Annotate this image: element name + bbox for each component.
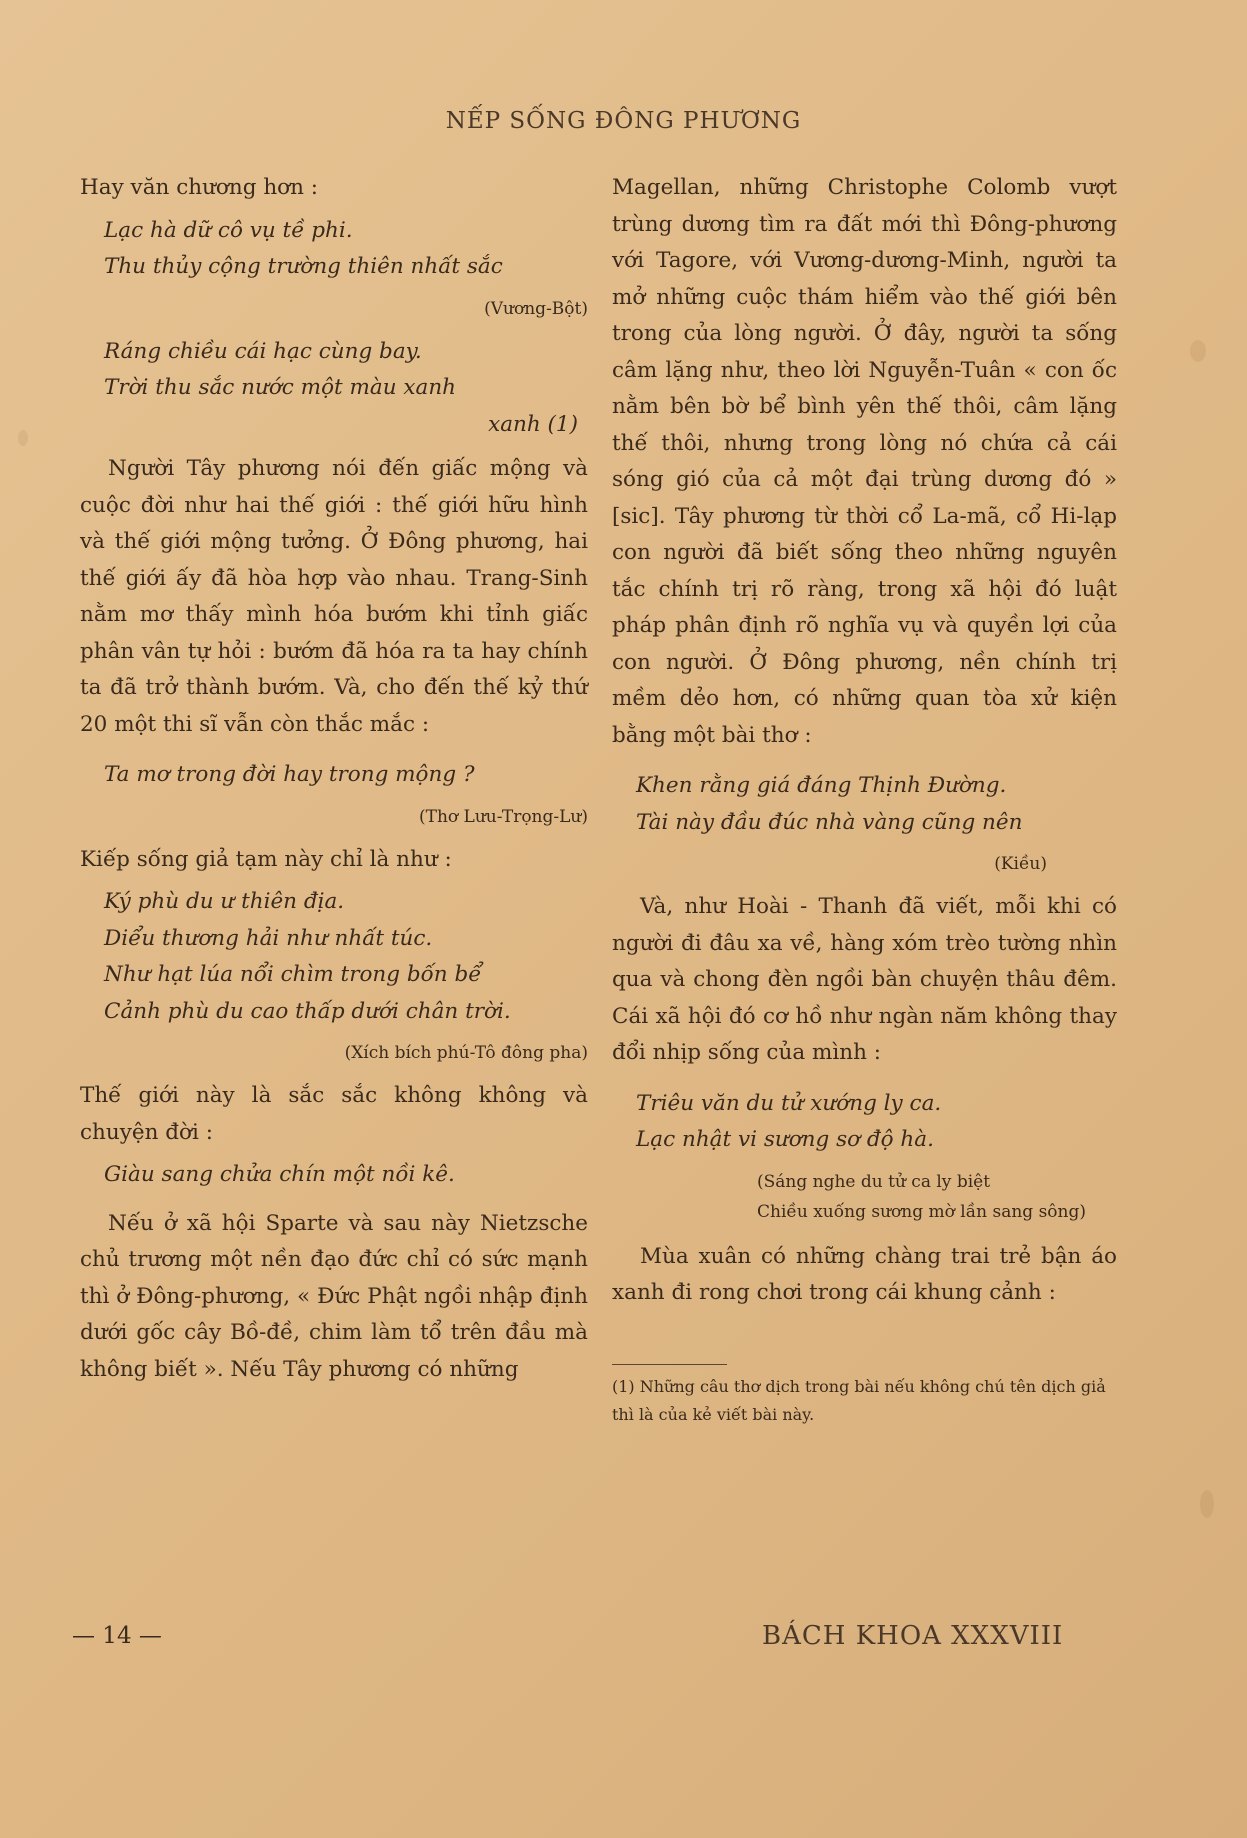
verse-line: Triêu văn du tử xướng ly ca. bbox=[636, 1090, 942, 1116]
paragraph: Người Tây phương nói đến giấc mộng và cuộc đời như hai thế giới : thế giới hữu hình và thế giới mộng tưởng. Ở Đông phương, hai thế giới ấy đã hòa hợp vào nhau. Trang-Sinh nằm mơ thấy mình hóa bướm khi tỉnh giấc phân vân tự hỏi : bướm đã hóa ra ta hay chính ta đã trở thành bướm. Và, cho đến thế kỷ thứ 20 một thi sĩ vẫn còn thắc mắc : bbox=[80, 456, 588, 737]
verse-line: Lạc nhật vi sương sơ độ hà. bbox=[636, 1127, 934, 1152]
left-column bbox=[80, 170, 588, 1402]
right-column bbox=[612, 170, 1117, 1429]
verse-line: Như hạt lúa nổi chìm trong bốn bể bbox=[104, 962, 482, 987]
page-number: — 14 — bbox=[72, 1623, 162, 1649]
paper-stain bbox=[18, 430, 28, 446]
verse-line: Ráng chiều cái hạc cùng bay. bbox=[104, 338, 422, 364]
paragraph: Và, như Hoài - Thanh đã viết, mỗi khi có người đi đâu xa về, hàng xóm trèo tường nhìn qua và chong đèn ngồi bàn chuyện thâu đêm. Cái xã hội đó cơ hồ như ngàn năm không thay đổi nhịp sống của mình : bbox=[612, 894, 1117, 1065]
verse-line: Thu thủy cộng trường thiên nhất sắc bbox=[104, 254, 503, 279]
verse-source bbox=[757, 1167, 1117, 1227]
verse-block bbox=[80, 334, 588, 444]
verse-block bbox=[80, 757, 588, 794]
paragraph: Hay văn chương hơn : bbox=[80, 175, 319, 200]
paragraph: Kiếp sống giả tạm này chỉ là như : bbox=[80, 846, 452, 872]
verse-line: Ta mơ trong đời hay trong mộng ? bbox=[104, 762, 475, 787]
source-line: (Sáng nghe du tử ca ly biệt bbox=[757, 1171, 991, 1192]
paper-stain bbox=[1190, 340, 1206, 362]
verse-line: Lạc hà dữ cô vụ tề phi. bbox=[104, 217, 353, 243]
verse-line: Cảnh phù du cao thấp dưới chân trời. bbox=[104, 998, 511, 1024]
verse-line: Trời thu sắc nước một màu xanh bbox=[104, 375, 457, 400]
verse-block bbox=[612, 768, 1117, 841]
source-line: Chiều xuống sương mờ lần sang sông) bbox=[757, 1201, 1087, 1222]
verse-line: Ký phù du ư thiên địa. bbox=[104, 889, 345, 914]
verse-source: (Vương-Bột) bbox=[484, 298, 588, 319]
magazine-issue: BÁCH KHOA XXXVIII bbox=[762, 1621, 1064, 1651]
paper-stain bbox=[1200, 1490, 1214, 1518]
footnote-divider bbox=[612, 1364, 727, 1365]
verse-line: Giàu sang chửa chín một nồi kê. bbox=[104, 1162, 455, 1187]
verse-block bbox=[612, 1086, 1117, 1159]
running-header: NẾP SỐNG ĐÔNG PHƯƠNG bbox=[445, 108, 802, 134]
verse-line: xanh (1) bbox=[488, 411, 578, 437]
verse-source: (Thơ Lưu-Trọng-Lư) bbox=[418, 806, 588, 827]
verse-line: Tài này đầu đúc nhà vàng cũng nên bbox=[636, 809, 1023, 835]
verse-line: Khen rằng giá đáng Thịnh Đường. bbox=[636, 773, 1007, 798]
paragraph: Nếu ở xã hội Sparte và sau này Nietzsche chủ trương một nền đạo đức chỉ có sức mạnh thì ở Đông-phương, « Đức Phật ngồi nhập định dưới gốc cây Bồ-đề, chim làm tổ trên đầu mà không biết ». Nếu Tây phương có những bbox=[80, 1210, 588, 1382]
verse-block bbox=[80, 1157, 588, 1194]
verse-source: (Kiều) bbox=[994, 854, 1047, 874]
verse-line: Diểu thương hải như nhất túc. bbox=[104, 925, 433, 951]
verse-block bbox=[80, 884, 588, 1030]
verse-source: (Xích bích phú-Tô đông pha) bbox=[344, 1043, 588, 1063]
paragraph: Mùa xuân có những chàng trai trẻ bận áo xanh đi rong chơi trong cái khung cảnh : bbox=[612, 1243, 1117, 1305]
footnote: (1) Những câu thơ dịch trong bài nếu không chú tên dịch giả thì là của kẻ viết bài này. bbox=[612, 1376, 1106, 1424]
paragraph: Thế giới này là sắc sắc không không và chuyện đời : bbox=[80, 1083, 588, 1145]
verse-block bbox=[80, 213, 588, 286]
paragraph: Magellan, những Christophe Colomb vượt trùng dương tìm ra đất mới thì Đông-phương với Tagore, với Vương-dương-Minh, người ta mở những cuộc thám hiểm vào thế giới bên trong của lòng người. Ở đây, người ta sống câm lặng như, theo lời Nguyễn-Tuân « con ốc nằm bên bờ bể bình yên thế thôi, câm lặng thế thôi, nhưng trong lòng nó chứa cả cái sóng gió của cả một đại trùng dương đó » [sic]. Tây phương từ thời cổ La-mã, cổ Hi-lạp con người đã biết sống theo những nguyên tắc chính trị rõ ràng, trong xã hội đó luật pháp phân định rõ nghĩa vụ và quyền lợi của con người. Ở Đông phương, nền chính trị mềm dẻo hơn, có những quan tòa xử kiện bằng một bài thơ : bbox=[612, 175, 1117, 748]
